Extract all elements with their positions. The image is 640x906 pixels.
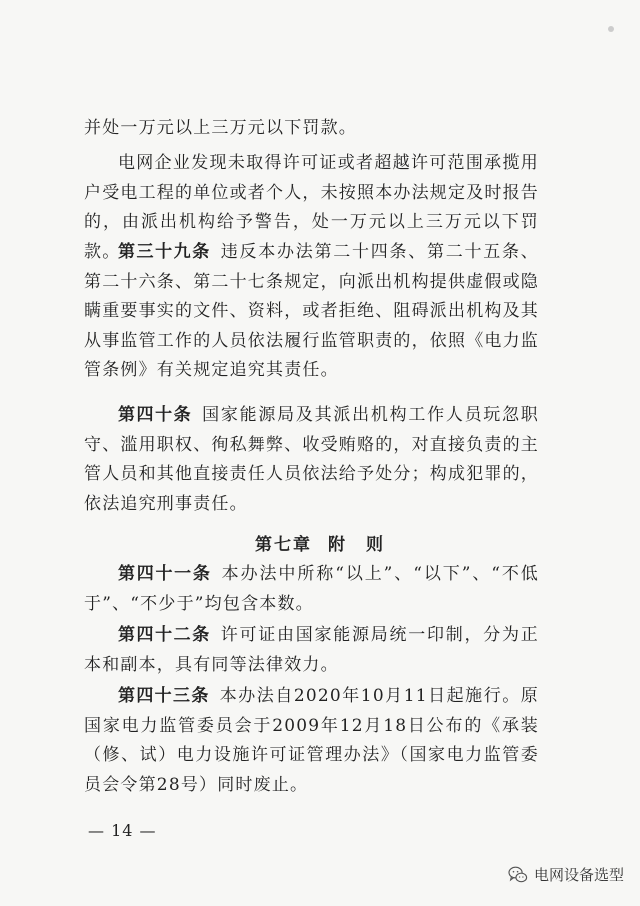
article-text: 国家能源局及其派出机构工作人员玩忽职守、滥用职权、徇私舞弊、收受贿赂的，对直接负责的主管人员和其他直接责任人员依法给予处分；构成犯罪的，依法追究刑事责任。 [84, 405, 539, 514]
page-number: — 14 — [88, 821, 157, 840]
wechat-watermark [508, 864, 624, 885]
article-text: 本办法自2020年10月11日起施行。原国家电力监管委员会于2009年12月18日公布的《承装（修、试）电力设施许可证管理办法》（国家电力监管委员会令第28号）同时废止。 [84, 686, 539, 795]
paragraph-text: 电网企业发现未取得许可证或者超越许可范围承揽用户受电工程的单位或者个人，未按照本办法规定及时报告的，由派出机构给予警告，处一万元以上三万元以下罚款。 [84, 153, 539, 262]
article-number: 第四十条 [118, 405, 193, 425]
article-43 [84, 682, 539, 800]
article-39 [84, 238, 539, 386]
article-number: 第三十九条 [118, 242, 211, 262]
chapter-heading [0, 530, 640, 555]
wechat-icon [508, 866, 528, 884]
article-number: 第四十二条 [118, 625, 211, 645]
article-text: 违反本办法第二十四条、第二十五条、第二十六条、第二十七条规定，向派出机构提供虚假或隐瞒重要事实的文件、资料，或者拒绝、阻碍派出机构及其从事监管工作的人员依法履行监管职责的，依照《电力监管条例》有关规定追究其责任。 [84, 242, 539, 380]
article-40 [84, 401, 539, 519]
scan-mark [608, 26, 614, 32]
watermark-text: 电网设备选型 [533, 866, 624, 884]
chapter-title: 附 则 [328, 535, 385, 555]
paragraph-1 [84, 114, 539, 144]
article-41 [84, 560, 539, 619]
article-number: 第四十一条 [118, 564, 212, 584]
article-42 [84, 621, 539, 680]
article-text: 许可证由国家能源局统一印制，分为正本和副本，具有同等法律效力。 [84, 625, 539, 675]
chapter-number: 第七章 [255, 535, 312, 555]
paragraph-text: 并处一万元以上三万元以下罚款。 [84, 118, 357, 138]
article-number: 第四十三条 [118, 686, 210, 706]
article-text: 本办法中所称“以上”、“以下”、“不低于”、“不少于”均包含本数。 [84, 564, 539, 614]
